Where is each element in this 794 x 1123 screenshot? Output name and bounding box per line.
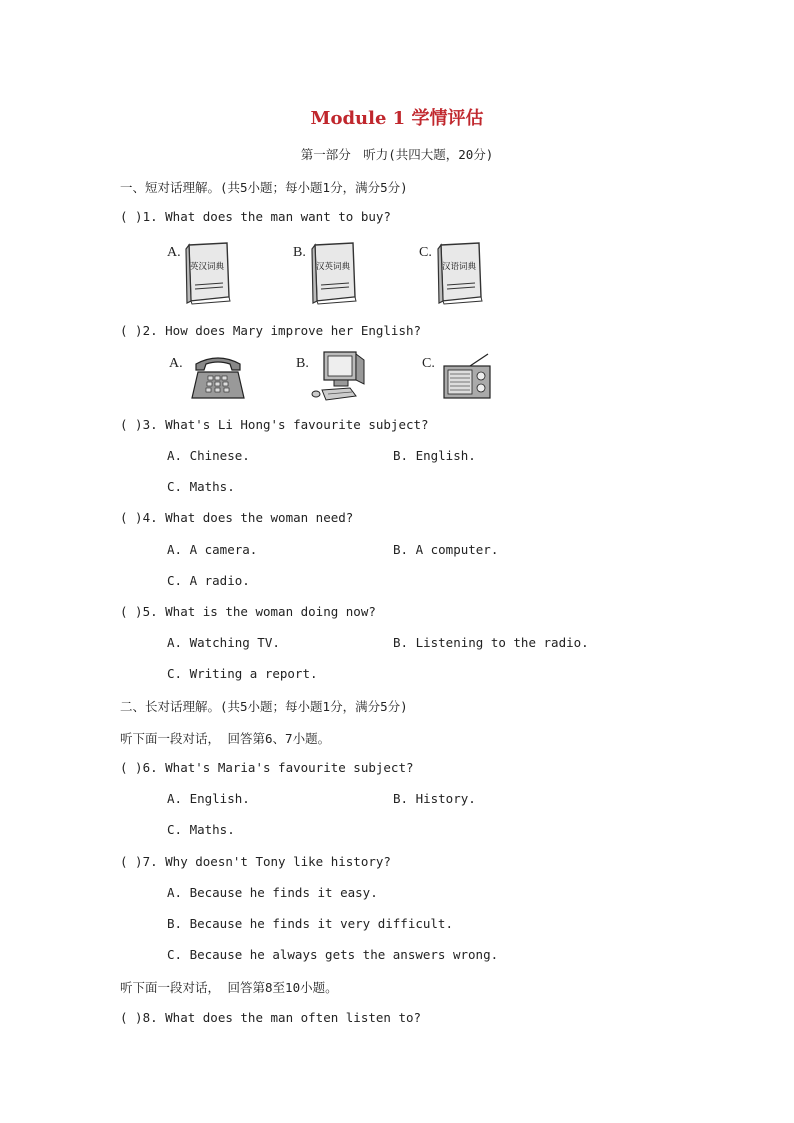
q7-option-a[interactable]: A. Because he finds it easy. xyxy=(167,885,378,900)
q2-option-a-label[interactable]: A. xyxy=(169,356,183,371)
page-title: Module 1 学情评估 xyxy=(310,108,484,129)
question-2: ( )2. How does Mary improve her English? xyxy=(120,323,422,338)
part-heading: 第一部分 听力(共四大题，20分) xyxy=(300,147,494,162)
question-8: ( )8. What does the man often listen to? xyxy=(120,1010,422,1025)
q1-option-b-label[interactable]: B. xyxy=(293,245,306,260)
question-6: ( )6. What's Maria's favourite subject? xyxy=(120,760,414,775)
instruction-8-10: 听下面一段对话， 回答第8至10小题。 xyxy=(120,980,338,995)
q6-option-c[interactable]: C. Maths. xyxy=(167,822,235,837)
q3-option-b[interactable]: B. English. xyxy=(393,448,476,463)
q4-option-b[interactable]: B. A computer. xyxy=(393,542,499,557)
q1-option-c-label[interactable]: C. xyxy=(419,245,432,260)
instruction-6-7: 听下面一段对话， 回答第6、7小题。 xyxy=(120,731,331,746)
question-5: ( )5. What is the woman doing now? xyxy=(120,604,376,619)
q5-option-b[interactable]: B. Listening to the radio. xyxy=(393,635,589,650)
q7-option-b[interactable]: B. Because he finds it very difficult. xyxy=(167,916,453,931)
q2-option-b-label[interactable]: B. xyxy=(296,356,309,371)
question-4: ( )4. What does the woman need? xyxy=(120,510,354,525)
question-3: ( )3. What's Li Hong's favourite subject? xyxy=(120,417,429,432)
q7-option-c[interactable]: C. Because he always gets the answers wrong. xyxy=(167,947,499,962)
dictionary-icon-a xyxy=(183,241,235,305)
radio-icon xyxy=(440,352,496,402)
dictionary-icon-b xyxy=(309,241,361,305)
q1-option-a-label[interactable]: A. xyxy=(167,245,181,260)
section-1-heading: 一、短对话理解。(共5小题；每小题1分，满分5分) xyxy=(120,180,408,195)
question-7: ( )7. Why doesn't Tony like history? xyxy=(120,854,391,869)
question-1: ( )1. What does the man want to buy? xyxy=(120,209,391,224)
computer-icon xyxy=(310,350,370,404)
q3-option-a[interactable]: A. Chinese. xyxy=(167,448,250,463)
q5-option-c[interactable]: C. Writing a report. xyxy=(167,666,318,681)
q5-option-a[interactable]: A. Watching TV. xyxy=(167,635,280,650)
q1-book-b-text: 汉英词典 xyxy=(316,262,351,272)
q6-option-a[interactable]: A. English. xyxy=(167,791,250,806)
q3-option-c[interactable]: C. Maths. xyxy=(167,479,235,494)
section-2-heading: 二、长对话理解。(共5小题；每小题1分，满分5分) xyxy=(120,699,408,714)
dictionary-icon-c xyxy=(435,241,487,305)
q6-option-b[interactable]: B. History. xyxy=(393,791,476,806)
q2-option-c-label[interactable]: C. xyxy=(422,356,435,371)
q1-book-c-text: 汉语词典 xyxy=(442,262,477,272)
q1-book-a-text: 英汉词典 xyxy=(190,262,225,272)
q4-option-c[interactable]: C. A radio. xyxy=(167,573,250,588)
q4-option-a[interactable]: A. A camera. xyxy=(167,542,258,557)
telephone-icon xyxy=(188,352,248,402)
